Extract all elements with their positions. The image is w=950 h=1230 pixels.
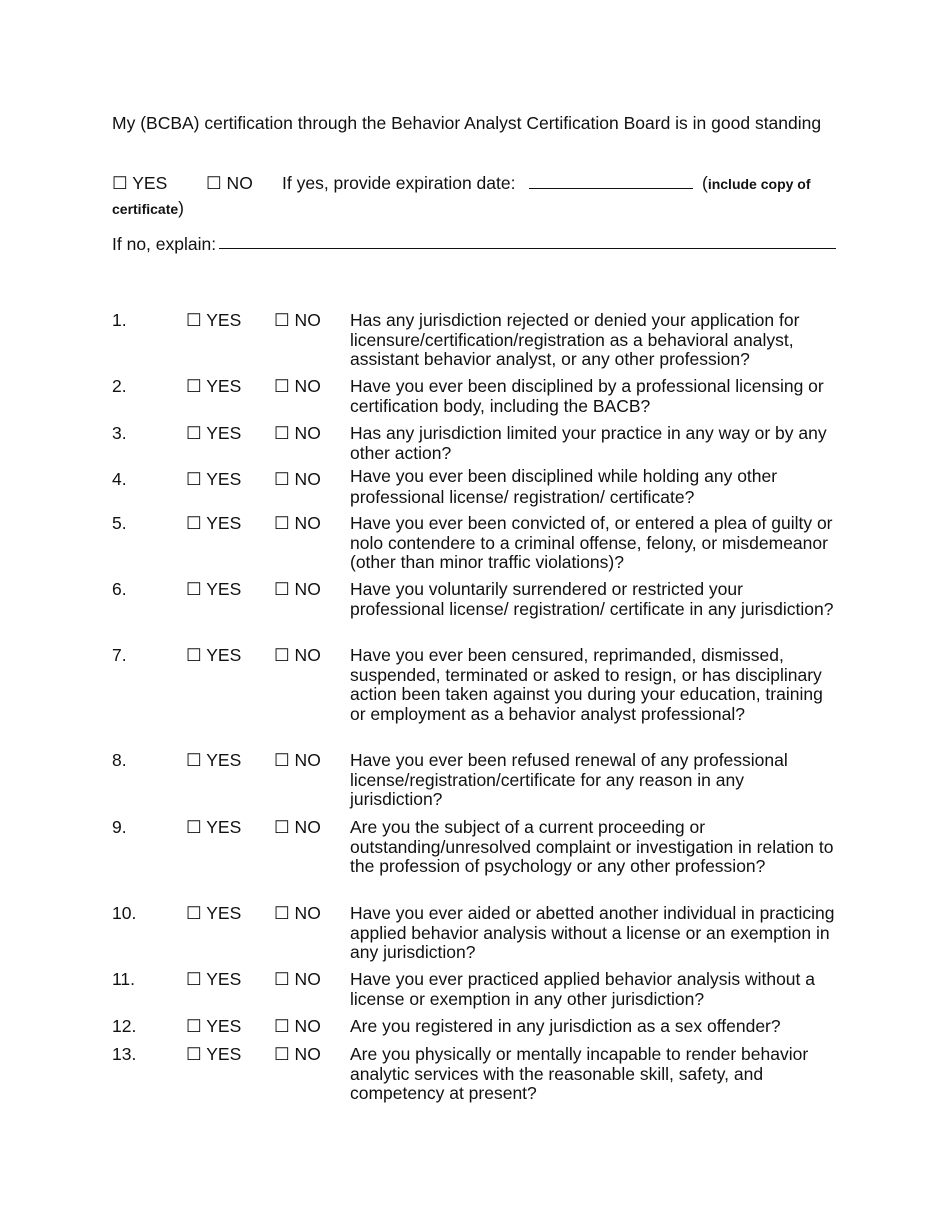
no-checkbox[interactable]: ☐ NO <box>274 376 321 396</box>
question-text: Have you ever been disciplined by a professional licensing or certification body, including the BACB? <box>350 376 824 416</box>
expiration-date-label: If yes, provide expiration date: <box>282 173 516 193</box>
question-number: 1. <box>112 310 127 330</box>
certification-yes-checkbox[interactable]: ☐ YES <box>112 173 168 193</box>
question-number: 7. <box>112 645 127 665</box>
question-number: 5. <box>112 513 127 533</box>
close-paren: ) <box>178 198 184 218</box>
question-number: 4. <box>112 469 127 489</box>
question-text: Are you registered in any jurisdiction as a sex offender? <box>350 1016 781 1036</box>
question-number: 6. <box>112 579 127 599</box>
question-text: Have you ever practiced applied behavior analysis without a license or exemption in any other jurisdiction? <box>350 969 815 1009</box>
question-text: Have you ever aided or abetted another individual in practicing applied behavior analysis without a license or an exemption in any jurisdiction? <box>350 903 835 963</box>
no-checkbox[interactable]: ☐ NO <box>274 1016 321 1036</box>
yes-checkbox[interactable]: ☐ YES <box>186 579 242 599</box>
yes-checkbox[interactable]: ☐ YES <box>186 645 242 665</box>
question-text: Has any jurisdiction limited your practice in any way or by any other action? <box>350 423 827 463</box>
no-checkbox[interactable]: ☐ NO <box>274 310 321 330</box>
question-text: Have you ever been censured, reprimanded, dismissed, suspended, terminated or asked to resign, or has disciplinary action been taken against you during your education, training or employment as a behavior analyst professional? <box>350 645 823 724</box>
question-number: 8. <box>112 750 127 770</box>
no-checkbox[interactable]: ☐ NO <box>274 645 321 665</box>
no-checkbox[interactable]: ☐ NO <box>274 903 321 923</box>
no-checkbox[interactable]: ☐ NO <box>274 969 321 989</box>
no-checkbox[interactable]: ☐ NO <box>274 513 321 533</box>
yes-checkbox[interactable]: ☐ YES <box>186 903 242 923</box>
expiration-date-field[interactable] <box>529 188 693 189</box>
question-text: Have you voluntarily surrendered or restricted your professional license/ registration/ certificate in any jurisdiction? <box>350 579 834 619</box>
certification-no-checkbox[interactable]: ☐ NO <box>206 173 253 193</box>
no-checkbox[interactable]: ☐ NO <box>274 423 321 443</box>
certificate-note-continued <box>112 197 184 221</box>
explain-row <box>112 233 842 256</box>
yes-checkbox[interactable]: ☐ YES <box>186 1044 242 1064</box>
yes-checkbox[interactable]: ☐ YES <box>186 513 242 533</box>
explain-label: If no, explain: <box>112 234 217 254</box>
yes-checkbox[interactable]: ☐ YES <box>186 376 242 396</box>
yes-checkbox[interactable]: ☐ YES <box>186 469 242 489</box>
certificate-note-line1: include copy of <box>707 176 811 192</box>
question-number: 11. <box>112 969 136 989</box>
yes-checkbox[interactable]: ☐ YES <box>186 423 242 443</box>
certificate-note <box>702 172 811 196</box>
no-checkbox[interactable]: ☐ NO <box>274 579 321 599</box>
yes-checkbox[interactable]: ☐ YES <box>186 750 242 770</box>
no-checkbox[interactable]: ☐ NO <box>274 750 321 770</box>
certificate-note-line2: certificate <box>112 201 179 217</box>
open-paren: ( <box>702 173 708 193</box>
explain-field[interactable] <box>219 248 836 249</box>
question-text: Have you ever been disciplined while holding any other professional license/ registration/ certificate? <box>350 466 778 507</box>
question-text: Has any jurisdiction rejected or denied your application for licensure/certification/registration as a behavioral analyst, assistant behavior analyst, or any other profession? <box>350 310 800 370</box>
question-text: Are you physically or mentally incapable to render behavior analytic services with the reasonable skill, safety, and competency at present? <box>350 1044 809 1104</box>
question-text: Have you ever been refused renewal of any professional license/registration/certificate for any reason in any jurisdiction? <box>350 750 788 810</box>
question-number: 9. <box>112 817 127 837</box>
no-checkbox[interactable]: ☐ NO <box>274 469 321 489</box>
question-number: 10. <box>112 903 137 923</box>
question-number: 3. <box>112 423 127 443</box>
question-number: 12. <box>112 1016 137 1036</box>
question-number: 2. <box>112 376 127 396</box>
question-text: Have you ever been convicted of, or entered a plea of guilty or nolo contendere to a criminal offense, felony, or misdemeanor (other than minor traffic violations)? <box>350 513 833 573</box>
no-checkbox[interactable]: ☐ NO <box>274 817 321 837</box>
question-text: Are you the subject of a current proceeding or outstanding/unresolved complaint or investigation in relation to the profession of psychology or any other profession? <box>350 817 834 877</box>
yes-checkbox[interactable]: ☐ YES <box>186 817 242 837</box>
yes-checkbox[interactable]: ☐ YES <box>186 310 242 330</box>
certification-statement: My (BCBA) certification through the Behavior Analyst Certification Board is in good standing <box>112 113 822 133</box>
yes-checkbox[interactable]: ☐ YES <box>186 969 242 989</box>
question-number: 13. <box>112 1044 137 1064</box>
yes-checkbox[interactable]: ☐ YES <box>186 1016 242 1036</box>
no-checkbox[interactable]: ☐ NO <box>274 1044 321 1064</box>
